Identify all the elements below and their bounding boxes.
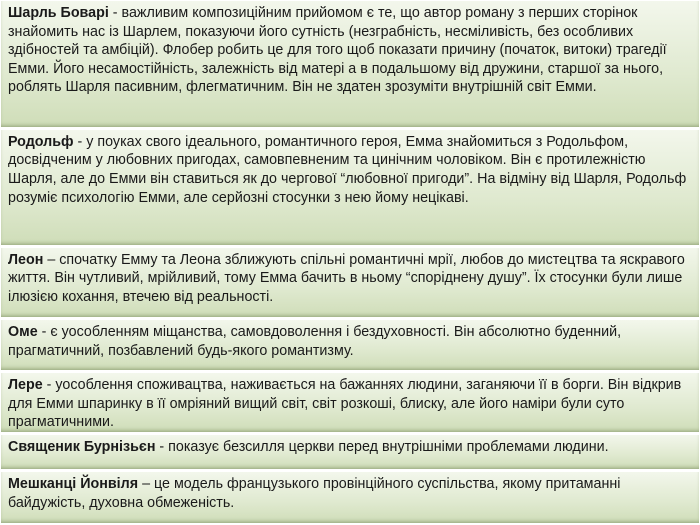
character-row-bournisien: [1, 435, 699, 472]
character-row-yonville: [1, 472, 699, 523]
character-description: показує безсилля церкви перед внутрішніми проблемами людини.: [168, 439, 609, 456]
character-row-leon: [1, 248, 699, 321]
separator: -: [73, 133, 87, 150]
character-description: уособлення споживацтва, наживається на бажаннях людини, заганяючи її в борги. Він відкрив для Емми шпаринку в її омріяний вищий світ, світ розкоші, блиску, але його наміри були суто прагматичними.: [8, 377, 682, 431]
character-name: Оме: [8, 324, 38, 341]
character-name: Леон: [8, 251, 44, 268]
character-name: Шарль Боварі: [8, 5, 109, 21]
character-name: Родольф: [8, 133, 74, 150]
character-description: це модель французького провінційного суспільства, якому притаманні байдужість, духовна обмеженість.: [8, 476, 621, 511]
separator: -: [42, 377, 56, 394]
character-row-homais: [1, 320, 699, 373]
separator: –: [138, 476, 154, 493]
character-row-rodolphe: [1, 130, 699, 248]
separator: -: [108, 5, 122, 21]
character-description: у поуках свого ідеального, романтичного героя, Емма знайомиться з Родольфом, досвідченим у любовних пригодах, самовпевненим та цинічним чоловіком. Він є протилежністю Шарля, але до Емми він ставиться як до чергової “любовної пригоди”. На відміну від Шарля, Родольф розуміє психологію Емми, але серйозні стосунки з нею йому нецікаві.: [8, 133, 687, 206]
character-description: є уособленням міщанства, самовдоволення і бездуховності. Він абсолютно буденний, прагматичний, позбавлений будь-якого романтизму.: [8, 324, 622, 359]
character-name: Священик Бурнізьєн: [8, 439, 156, 456]
character-row-charles: [1, 1, 699, 130]
character-name: Мешканці Йонвіля: [8, 476, 139, 493]
character-name: Лере: [8, 377, 43, 394]
character-description: важливим композиційним прийомом є те, що автор роману з перших сторінок знайомить нас із Шарлем, показуючи його сутність (незграбність, несміливість, без особливих здібностей та амбіцій). Флобер робить це для того щоб показати причину (початок, витоки) трагедії Емми. Його несамостійність, залежність від матері а в подальшому від дружини, старшої за нього, роблять Шарля пасивним, флегматичним. Він не здатен зрозуміти внутрішній світ Емми.: [8, 5, 667, 96]
separator: -: [37, 324, 51, 341]
character-description: спочатку Емму та Леона зближують спільні романтичні мрії, любов до мистецтва та яскравого життя. Він чутливий, мрійливий, тому Емма бачить в ньому “споріднену душу”. Їх стосунки були лише ілюзією кохання, втечею від реальності.: [8, 251, 685, 305]
separator: –: [43, 251, 60, 268]
character-row-lheureux: [1, 373, 699, 435]
separator: -: [155, 439, 169, 456]
